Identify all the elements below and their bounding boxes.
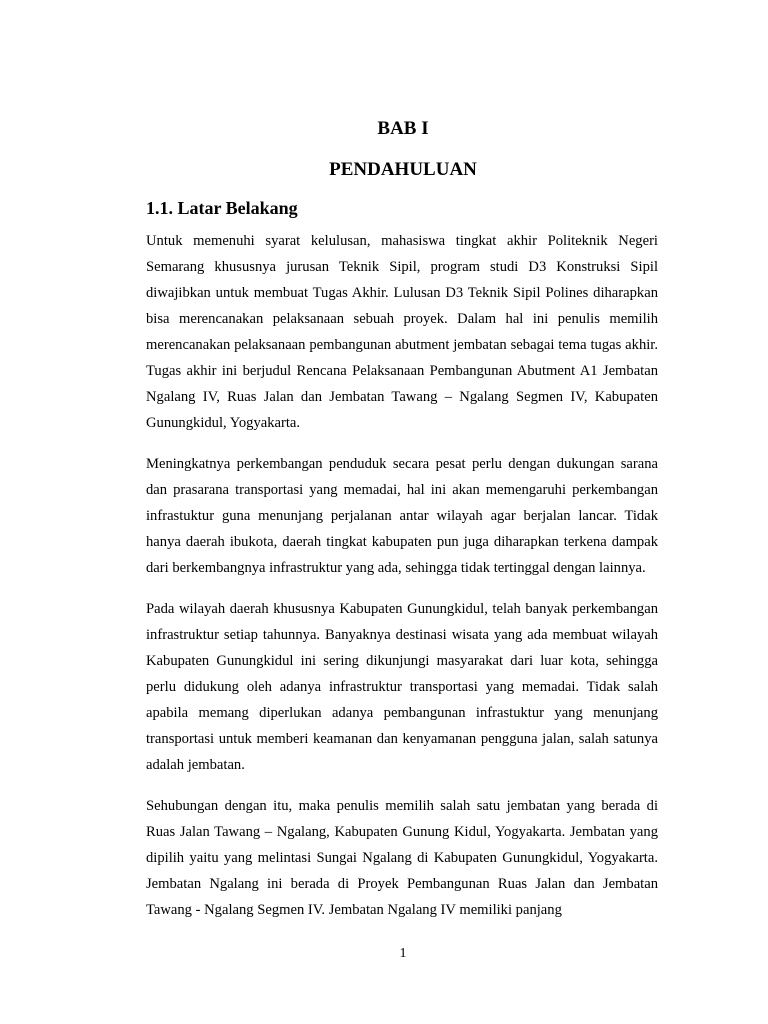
chapter-label: BAB I	[377, 118, 429, 139]
section-heading: 1.1. Latar Belakang	[146, 198, 298, 218]
paragraph-3: Pada wilayah daerah khususnya Kabupaten Gunungkidul, telah banyak perkembangan infrastruktur setiap tahunnya. Banyaknya destinasi wisata yang ada membuat wilayah Kabupaten Gunungkidul ini sering dikunjungi masyarakat dari luar kota, sehingga perlu didukung oleh adanya infrastruktur transportasi yang memadai. Tidak salah apabila memang diperlukan adanya pembangunan infrastuktur yang menunjang transportasi untuk memberi keamanan dan kenyamanan pengguna jalan, salah satunya adalah jembatan.	[146, 601, 658, 773]
paragraph-1: Untuk memenuhi syarat kelulusan, mahasiswa tingkat akhir Politeknik Negeri Semarang khususnya jurusan Teknik Sipil, program studi D3 Konstruksi Sipil diwajibkan untuk membuat Tugas Akhir. Lulusan D3 Teknik Sipil Polines diharapkan bisa merencanakan pelaksanaan sebuah proyek. Dalam hal ini penulis memilih merencanakan pelaksanaan pembangunan abutment jembatan sebagai tema tugas akhir. Tugas akhir ini berjudul Rencana Pelaksanaan Pembangunan Abutment A1 Jembatan Ngalang IV, Ruas Jalan dan Jembatan Tawang – Ngalang Segmen IV, Kabupaten Gunungkidul, Yogyakarta.	[146, 233, 658, 431]
body-text	[146, 228, 658, 938]
paragraph-4: Sehubungan dengan itu, maka penulis memilih salah satu jembatan yang berada di Ruas Jalan Tawang – Ngalang, Kabupaten Gunung Kidul, Yogyakarta. Jembatan yang dipilih yaitu yang melintasi Sungai Ngalang di Kabupaten Gunungkidul, Yogyakarta. Jembatan Ngalang ini berada di Proyek Pembangunan Ruas Jalan dan Jembatan Tawang - Ngalang Segmen IV. Jembatan Ngalang IV memiliki panjang	[146, 798, 658, 918]
page-number: 1	[399, 946, 407, 961]
chapter-title: PENDAHULUAN	[329, 159, 477, 180]
paragraph-2: Meningkatnya perkembangan penduduk secara pesat perlu dengan dukungan sarana dan prasarana transportasi yang memadai, hal ini akan memengaruhi perkembangan infrastuktur guna menunjang perjalanan antar wilayah agar berjalan lancar. Tidak hanya daerah ibukota, daerah tingkat kabupaten pun juga diharapkan terkena dampak dari berkembangnya infrastruktur yang ada, sehingga tidak tertinggal dengan lainnya.	[146, 456, 658, 576]
